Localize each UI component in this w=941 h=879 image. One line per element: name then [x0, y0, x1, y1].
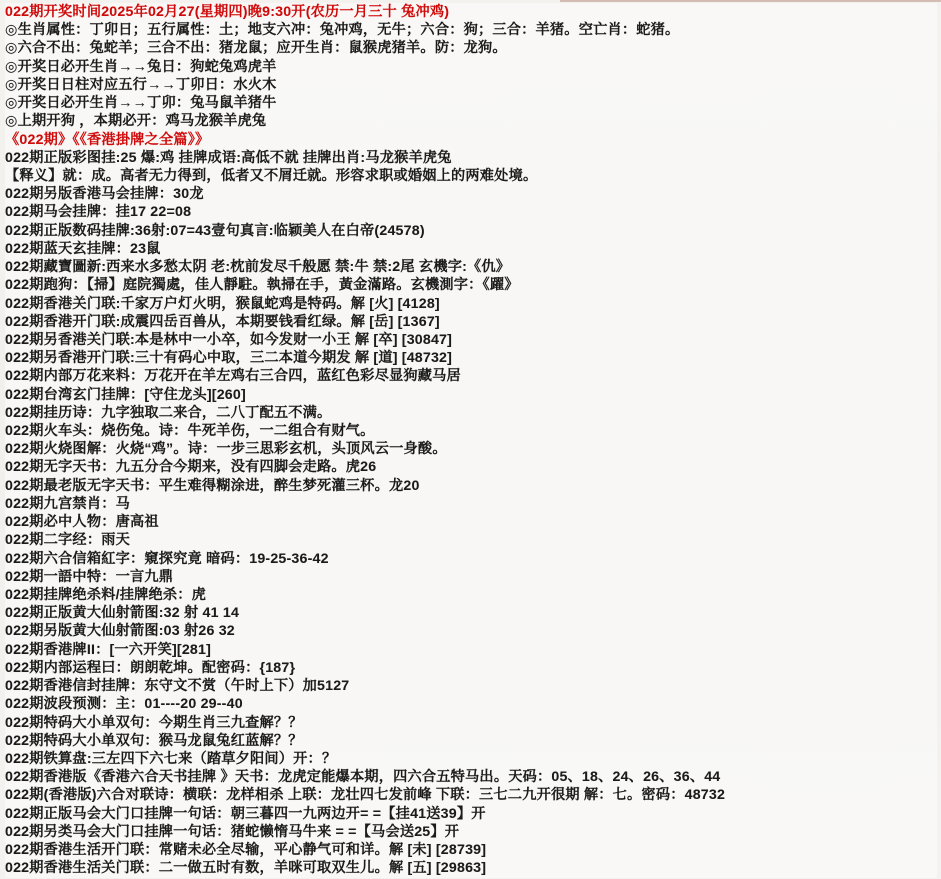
- text-line: 022期特码大小单双句：猴马龙鼠兔红蓝解？？: [5, 732, 937, 750]
- text-line: 022期挂历诗：九字独取二来合，二八丁配五不满。: [5, 404, 937, 422]
- text-line: 022期火烧图解：火烧“鸡”。诗：一步三思彩玄机，头顶风云一身酸。: [5, 440, 937, 458]
- text-line: 022期另版黄大仙射箭图:03 射26 32: [5, 622, 937, 640]
- text-line: ◎生肖属性：丁卯日；五行属性：土；地支六冲：兔冲鸡，无牛；六合：狗；三合：羊猪。空亡肖：蛇猪。: [5, 21, 937, 39]
- text-line: 022期台湾玄门挂牌：[守住龙头][260]: [5, 386, 937, 404]
- document-body: [5, 3, 937, 878]
- text-line: 022期另类马会大门口挂牌一句话：猪蛇懒惰马牛来 = =【马会送25】开: [5, 823, 937, 841]
- text-line: 022期内部万花来料：万花开在羊左鸡右三合四，蓝红色彩尽显狗藏马居: [5, 367, 937, 385]
- text-line: ◎上期开狗 ，本期必开：鸡马龙猴羊虎兔: [5, 112, 937, 130]
- text-line: 022期九宫禁肖：马: [5, 495, 937, 513]
- text-line: 022期另版香港马会挂牌：30龙: [5, 185, 937, 203]
- text-line: 022期波段预测：主：01----20 29--40: [5, 695, 937, 713]
- text-line: 022期铁算盘:三左四下六七来（踏草夕阳间）开：？: [5, 750, 937, 768]
- text-line: 022期必中人物：唐高祖: [5, 513, 937, 531]
- text-line: ◎开奖日日柱对应五行→→丁卯日：水火木: [5, 76, 937, 94]
- text-line: 022期香港开门联:成震四岳百兽从，本期要钱看红绿。解 [岳] [1367]: [5, 313, 937, 331]
- text-line: 022期蓝天玄挂牌：23鼠: [5, 240, 937, 258]
- text-line: 022期香港信封挂牌：东守文不赏（午时上下）加5127: [5, 677, 937, 695]
- text-line: 022期马会挂牌：挂17 22=08: [5, 203, 937, 221]
- text-line: 022期六合信箱紅字：窺探究竟 暗码：19-25-36-42: [5, 550, 937, 568]
- text-line: 022期藏寶圖新:西来水多愁太阴 老:枕前发尽千般愿 禁:牛 禁:2尾 玄機字:《仇》: [5, 258, 937, 276]
- text-line: 022期正版黄大仙射箭图:32 射 41 14: [5, 604, 937, 622]
- text-line: 【释义】就：成。高者无力得到，低者又不屑迁就。形容求职或婚姻上的两难处境。: [5, 167, 937, 185]
- text-line: 022期挂牌绝杀料/挂牌绝杀：虎: [5, 586, 937, 604]
- text-line: 022期跑狗：【掃】庭院獨處，佳人靜駐。執掃在手，黃金滿路。玄機測字：《躍》: [5, 276, 937, 294]
- text-line: 022期另香港开门联:三十有码心中取，三二本道今期发 解 [道] [48732]: [5, 349, 937, 367]
- text-line: 《022期》《《香港掛牌之全篇》》: [5, 131, 937, 149]
- text-line: 022期正版彩图挂:25 爆:鸡 挂牌成语:高低不就 挂牌出肖:马龙猴羊虎兔: [5, 149, 937, 167]
- text-line: 022期(香港版)六合对联诗：横联：龙样相杀 上联：龙壮四七发前峰 下联：三七二九开很期 解：七。密码：48732: [5, 786, 937, 804]
- text-line: 022期开奖时间2025年02月27(星期四)晚9:30开(农历一月三十 兔冲鸡): [5, 3, 937, 21]
- text-line: 022期二字经：雨天: [5, 531, 937, 549]
- text-line: 022期内部运程曰：朗朗乾坤。配密码：{187}: [5, 659, 937, 677]
- text-line: 022期火车头：烧伤兔。诗：牛死羊伤，一二组合有财气。: [5, 422, 937, 440]
- text-line: ◎六合不出：兔蛇羊；三合不出：猪龙鼠；应开生肖：鼠猴虎猪羊。防：龙狗。: [5, 39, 937, 57]
- text-line: ◎开奖日必开生肖→→兔日：狗蛇兔鸡虎羊: [5, 58, 937, 76]
- text-line: 022期香港牌II：[一六开笑][281]: [5, 641, 937, 659]
- text-line: 022期另香港关门联:本是林中一小卒，如今发财一小王 解 [卒] [30847]: [5, 331, 937, 349]
- text-line: 022期一語中特：一言九鼎: [5, 568, 937, 586]
- text-line: ◎开奖日必开生肖→→丁卯：兔马鼠羊猪牛: [5, 94, 937, 112]
- top-edge-artifact: [560, 0, 941, 2]
- text-line: 022期最老版无字天书：平生难得糊涂进，醉生梦死灌三杯。龙20: [5, 477, 937, 495]
- text-line: 022期正版数码挂牌:36射:07=43壹句真言:临颖美人在白帝(24578): [5, 222, 937, 240]
- text-line: 022期香港关门联:千家万户灯火明，猴鼠蛇鸡是特码。解 [火] [4128]: [5, 295, 937, 313]
- text-line: 022期无字天书：九五分合今期来，没有四脚会走路。虎26: [5, 458, 937, 476]
- text-line: 022期香港生活开门联：常赌未必全尽输，平心静气可和详。解 [未] [28739]: [5, 841, 937, 859]
- text-line: 022期香港版《香港六合天书挂牌 》天书：龙虎定能爆本期，四六合五特马出。天码：05、18、24、26、36、44: [5, 768, 937, 786]
- text-line: 022期香港生活关门联：二一做五时有数，羊咪可取双生儿。解 [五] [29863]: [5, 859, 937, 877]
- text-line: 022期正版马会大门口挂牌一句话：朝三暮四一九两边开= =【挂41送39】开: [5, 805, 937, 823]
- text-line: 022期特码大小单双句：今期生肖三九查解？？: [5, 714, 937, 732]
